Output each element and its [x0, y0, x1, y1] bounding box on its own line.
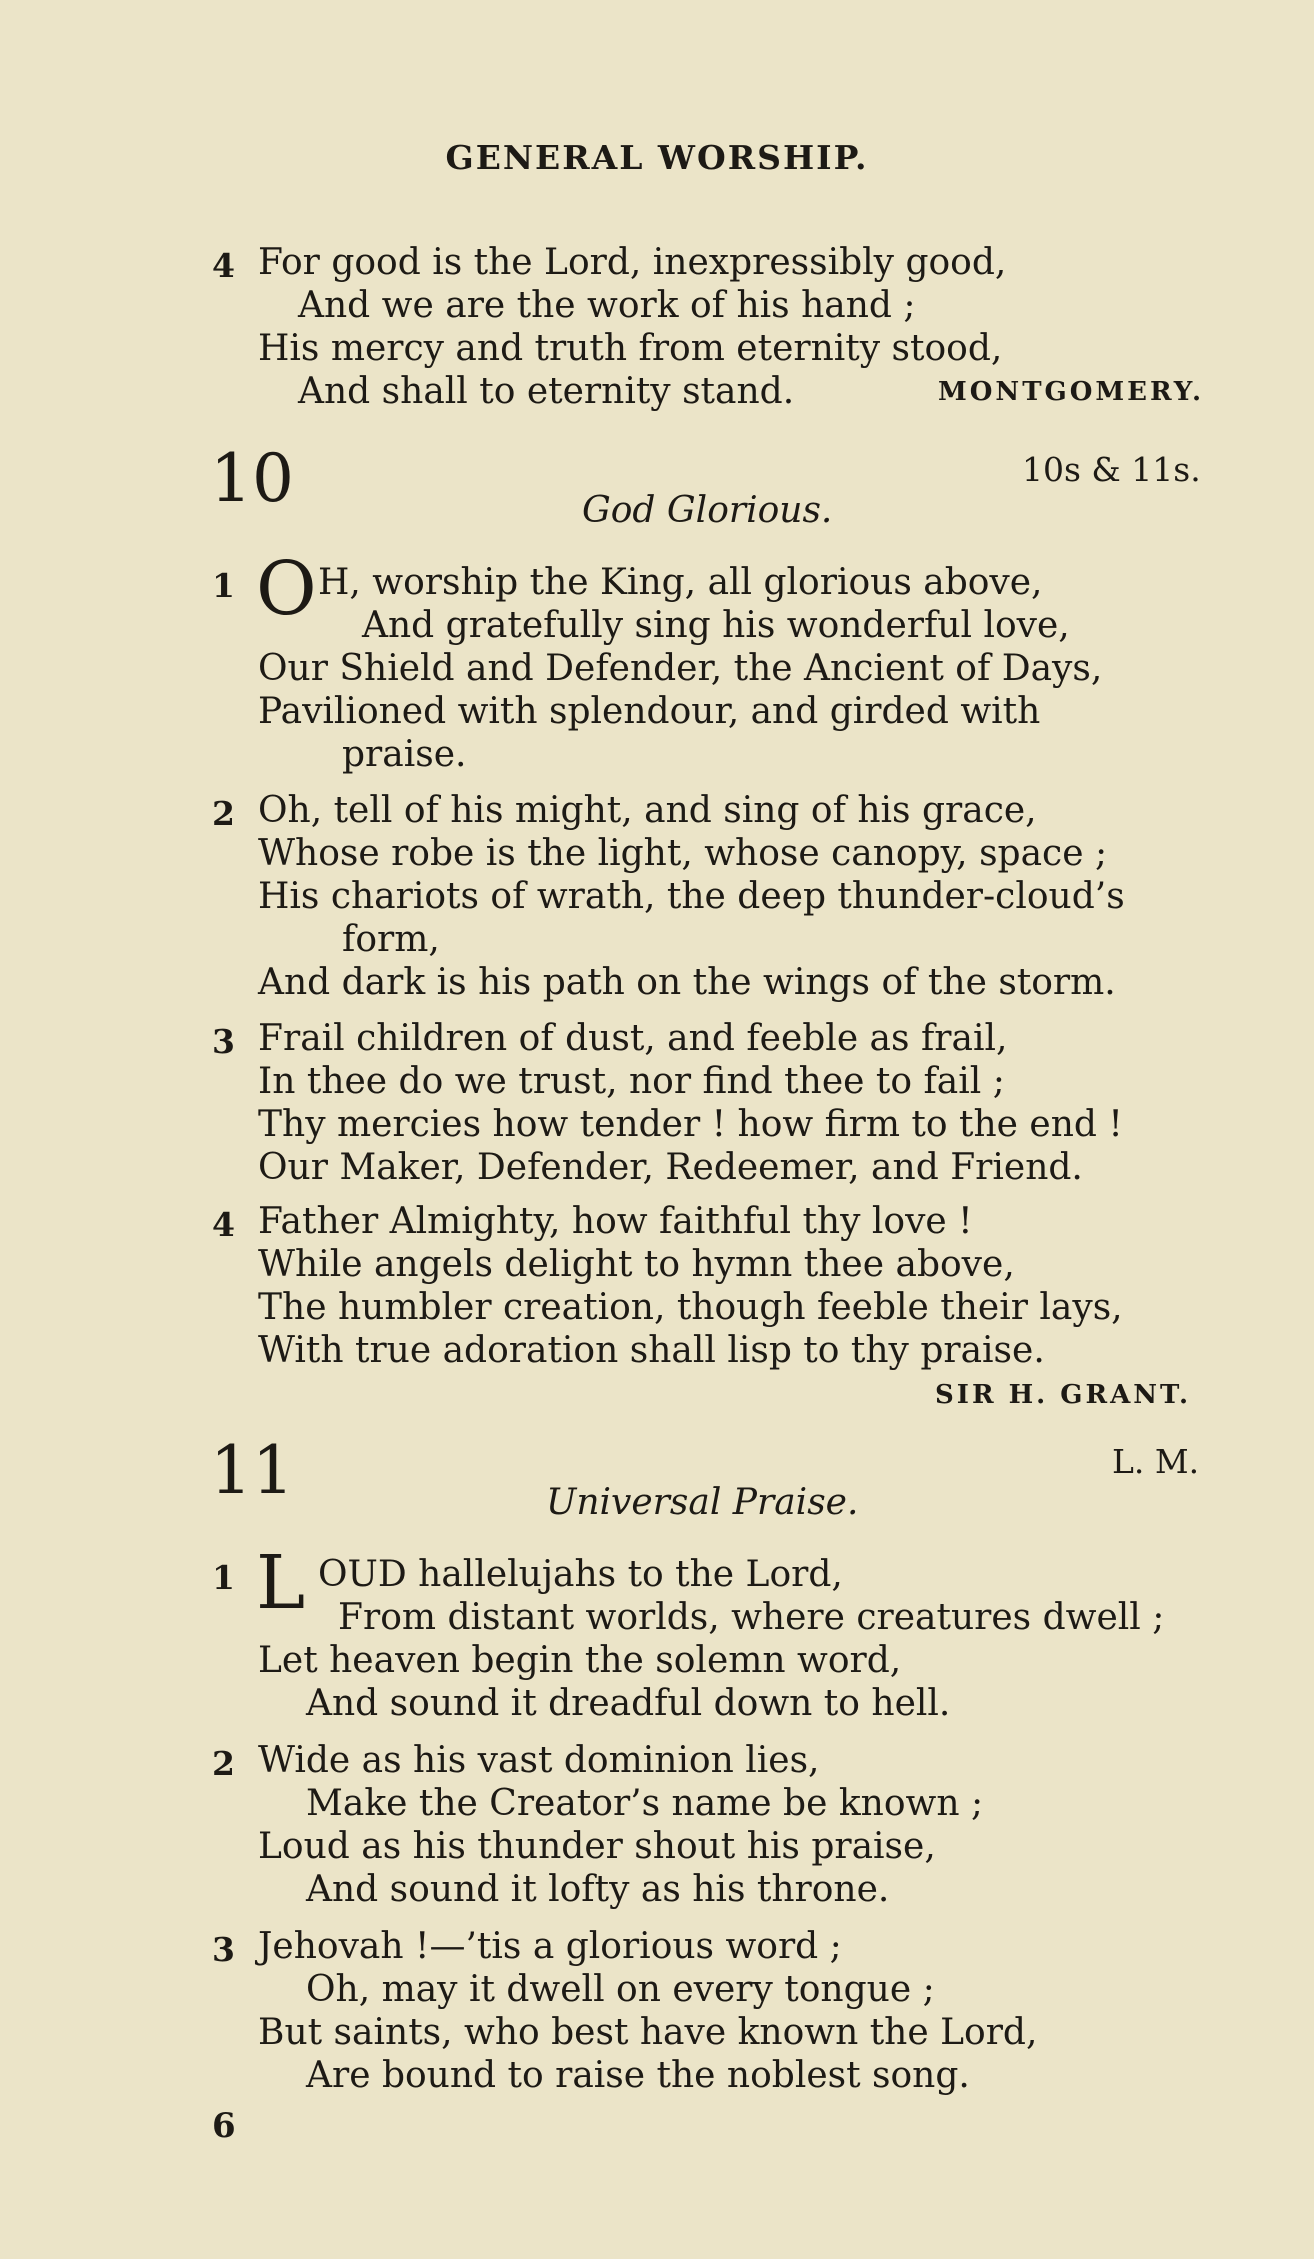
verse-line: Let heaven begin the solemn word, — [258, 1640, 902, 1681]
verse-line: H, worship the King, all glorious above, — [318, 562, 1043, 603]
verse-line: And sound it dreadful down to hell. — [306, 1683, 951, 1724]
verse-line: Make the Creator’s name be known ; — [306, 1783, 984, 1824]
hymn-title: Universal Praise. — [546, 1482, 859, 1523]
verse-line: In thee do we trust, nor find thee to fail ; — [258, 1061, 1005, 1102]
verse-line: Father Almighty, how faithful thy love ! — [258, 1201, 973, 1242]
verse-line: For good is the Lord, inexpressibly good, — [258, 242, 1007, 283]
verse-line: But saints, who best have known the Lord, — [258, 2012, 1038, 2053]
verse-line: His chariots of wrath, the deep thunder-cloud’s — [258, 876, 1125, 917]
verse-line: Our Maker, Defender, Redeemer, and Friend. — [258, 1147, 1083, 1188]
hymn-meter: 10s & 11s. — [1022, 450, 1201, 489]
verse-line: And sound it lofty as his throne. — [306, 1869, 890, 1910]
verse-line: OUD hallelujahs to the Lord, — [318, 1554, 843, 1595]
verse-line: While angels delight to hymn thee above, — [258, 1244, 1015, 1285]
hymn-number: 10 — [210, 440, 294, 517]
verse-line: Wide as his vast dominion lies, — [258, 1740, 820, 1781]
page-number: 6 — [212, 2106, 236, 2146]
drop-cap: O — [256, 546, 317, 632]
hymn-number: 11 — [210, 1432, 294, 1509]
verse-line: And shall to eternity stand. — [298, 371, 795, 412]
verse-line: And we are the work of his hand ; — [298, 285, 916, 326]
verse-line: And gratefully sing his wonderful love, — [362, 605, 1070, 646]
verse-line: Whose robe is the light, whose canopy, space ; — [258, 833, 1108, 874]
verse-line: His mercy and truth from eternity stood, — [258, 328, 1003, 369]
verse-number: 1 — [212, 566, 235, 605]
verse-line: Frail children of dust, and feeble as frail, — [258, 1018, 1008, 1059]
verse-line: Our Shield and Defender, the Ancient of Days, — [258, 648, 1103, 689]
verse-line: The humbler creation, though feeble their lays, — [258, 1287, 1123, 1328]
verse-line: Jehovah !—’tis a glorious word ; — [258, 1926, 842, 1967]
verse-number: 4 — [212, 246, 235, 285]
running-head: GENERAL WORSHIP. — [445, 138, 869, 177]
verse-number: 3 — [212, 1022, 235, 1061]
verse-line: And dark is his path on the wings of the storm. — [258, 962, 1116, 1003]
verse-number: 4 — [212, 1205, 235, 1244]
verse-line: Are bound to raise the noblest song. — [306, 2055, 970, 2096]
author-attribution: SIR H. GRANT. — [935, 1380, 1192, 1410]
verse-line: From distant worlds, where creatures dwell ; — [338, 1597, 1165, 1638]
hymn-title: God Glorious. — [582, 490, 833, 531]
hymn-meter: L. M. — [1112, 1442, 1200, 1481]
verse-line: Oh, may it dwell on every tongue ; — [306, 1969, 935, 2010]
verse-number: 2 — [212, 1744, 235, 1783]
verse-number: 1 — [212, 1558, 235, 1597]
verse-line: Thy mercies how tender ! how firm to the end ! — [258, 1104, 1123, 1145]
verse-line: With true adoration shall lisp to thy praise. — [258, 1330, 1045, 1371]
verse-number: 3 — [212, 1930, 235, 1969]
verse-line: Oh, tell of his might, and sing of his grace, — [258, 790, 1037, 831]
drop-cap: L — [256, 1540, 306, 1626]
verse-number: 2 — [212, 794, 235, 833]
verse-line: form, — [342, 919, 440, 960]
author-attribution: MONTGOMERY. — [938, 377, 1205, 407]
verse-line: praise. — [342, 734, 467, 775]
verse-line: Pavilioned with splendour, and girded with — [258, 691, 1041, 732]
verse-line: Loud as his thunder shout his praise, — [258, 1826, 936, 1867]
